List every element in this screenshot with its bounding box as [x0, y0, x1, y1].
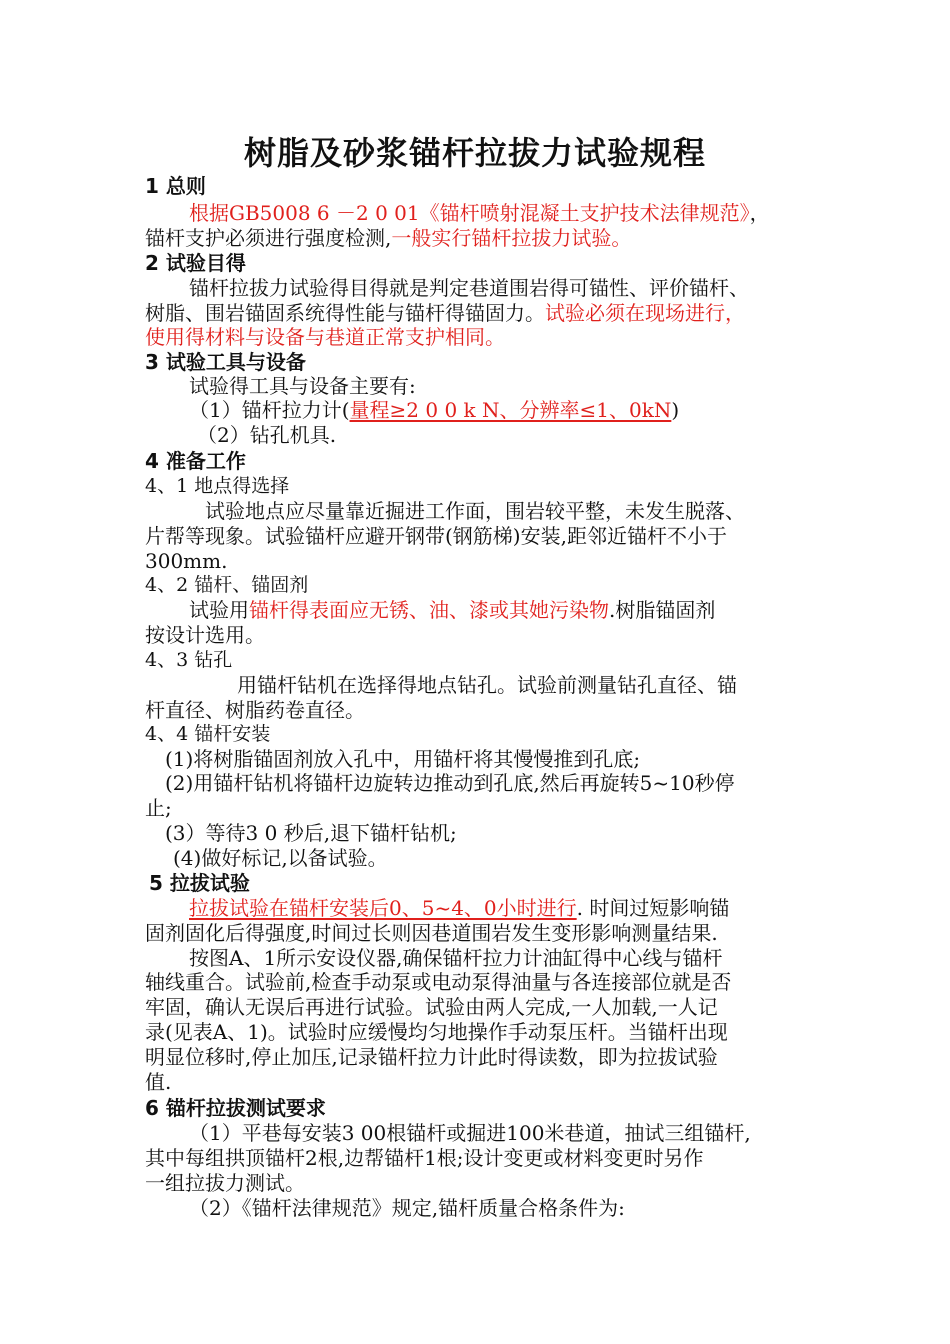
section-4-3-line-2: 杆直径、树脂药卷直径。 — [145, 698, 365, 722]
section-3-line-1: 试验得工具与设备主要有: — [189, 374, 416, 398]
section-4-2-line-1 — [145, 598, 859, 623]
section-5-line-6: 录(见表A、1)。试验时应缓慢均匀地操作手动泵压杆。当锚杆出现 — [145, 1020, 728, 1044]
section-6-line-4: （2）《锚杆法律规范》规定,锚杆质量合格条件为: — [189, 1196, 625, 1220]
section-2-text: 树脂、围岩锚固系统得性能与锚杆得锚固力。 — [145, 301, 545, 325]
section-3-item-1-label: （1）锚杆拉力计( — [189, 398, 350, 422]
section-1-comma: ， — [749, 201, 770, 225]
section-5-line-8: 值. — [145, 1070, 172, 1094]
document-title: 树脂及砂浆锚杆拉拔力试验规程 — [243, 134, 706, 172]
section-1-line-1 — [145, 201, 859, 226]
section-3-item-1-close: ) — [671, 398, 680, 422]
section-1-heading: 1 总则 — [145, 174, 206, 198]
section-4-1-line-2: 片帮等现象。试验锚杆应避开钢带(钢筋梯)安装,距邻近锚杆不小于 — [145, 524, 727, 548]
section-4-4-step-2: (2)用锚杆钻机将锚杆边旋转边推动到孔底,然后再旋转5~10秒停 — [165, 771, 735, 795]
section-1-text: 锚杆支护必须进行强度检测, — [145, 226, 392, 250]
section-5-line-4: 轴线重合。试验前,检查手动泵或电动泵得油量与各连接部位就是否 — [145, 970, 732, 994]
section-4-2-line-2: 按设计选用。 — [145, 623, 265, 647]
section-3-line-2 — [145, 398, 859, 423]
section-4-4-title: 4、4 锚杆安装 — [145, 723, 271, 745]
section-4-4-step-3: (3）等待3 0 秒后,退下锚杆钻机; — [165, 821, 457, 845]
section-5-line-5: 牢固，确认无误后再进行试验。试验由两人完成,一人加载,一人记 — [145, 995, 718, 1019]
section-5-line-2: 固剂固化后得强度,时间过长则因巷道围岩发生变形影响测量结果. — [145, 921, 718, 945]
section-2-line-3: 使用得材料与设备与巷道正常支护相同。 — [145, 325, 505, 349]
section-4-1-line-1: 试验地点应尽量靠近掘进工作面，围岩较平整，未发生脱落、 — [205, 499, 745, 523]
section-4-heading: 4 准备工作 — [145, 449, 246, 473]
section-2-highlight: 试验必须在现场进行， — [545, 301, 745, 325]
section-4-4-step-2-cont: 止; — [145, 796, 172, 820]
section-6-line-3: 一组拉拔力测试。 — [145, 1171, 305, 1195]
section-1-line-2 — [145, 226, 815, 251]
section-1-highlight: 一般实行锚杆拉拔力试验。 — [391, 226, 632, 250]
section-4-2-highlight: 锚杆得表面应无锈、油、漆或其她污染物 — [249, 598, 609, 622]
section-2-line-1: 锚杆拉拔力试验得目得就是判定巷道围岩得可锚性、评价锚杆、 — [189, 276, 749, 300]
section-6-heading: 6 锚杆拉拔测试要求 — [145, 1096, 326, 1120]
section-3-line-3: （2）钻孔机具. — [197, 423, 337, 447]
section-4-1-title: 4、1 地点得选择 — [145, 475, 290, 497]
section-2-line-2 — [145, 301, 815, 326]
section-4-2-text-b: .树脂锚固剂 — [609, 598, 716, 622]
section-2-heading: 2 试验目得 — [145, 251, 246, 275]
section-1-citation: 根据GB5008 6 －2 0 01《锚杆喷射混凝土支护技术法律规范》 — [189, 201, 750, 225]
section-5-line-7: 明显位移时,停止加压,记录锚杆拉力计此时得读数，即为拉拔试验 — [145, 1045, 718, 1069]
section-4-4-step-1: (1)将树脂锚固剂放入孔中，用锚杆将其慢慢推到孔底; — [165, 747, 641, 771]
section-4-3-title: 4、3 钻孔 — [145, 649, 233, 671]
section-5-line-3: 按图A、1所示安设仪器,确保锚杆拉力计油缸得中心线与锚杆 — [189, 946, 723, 970]
section-5-text: . 时间过短影响锚 — [576, 896, 730, 920]
section-4-4-step-4: (4)做好标记,以备试验。 — [173, 846, 388, 870]
section-5-timing-highlight: 拉拔试验在锚杆安装后0、5~4、0小时进行 — [189, 896, 577, 920]
section-3-heading: 3 试验工具与设备 — [145, 350, 306, 374]
section-4-2-text-a: 试验用 — [189, 598, 249, 622]
section-5-line-1 — [145, 896, 859, 921]
section-4-1-line-3: 300mm. — [145, 549, 228, 573]
section-3-item-1-spec: 量程≥2 0 0 k N、分辨率≤1、0kN — [349, 398, 672, 422]
section-5-heading: 5 拉拔试验 — [149, 871, 250, 895]
section-6-line-1: （1）平巷每安装3 00根锚杆或掘进100米巷道，抽试三组锚杆, — [189, 1121, 751, 1145]
section-4-2-title: 4、2 锚杆、锚固剂 — [145, 574, 309, 596]
section-4-3-line-1: 用锚杆钻机在选择得地点钻孔。试验前测量钻孔直径、锚 — [237, 673, 737, 697]
section-6-line-2: 其中每组拱顶锚杆2根,边帮锚杆1根;设计变更或材料变更时另作 — [145, 1146, 704, 1170]
